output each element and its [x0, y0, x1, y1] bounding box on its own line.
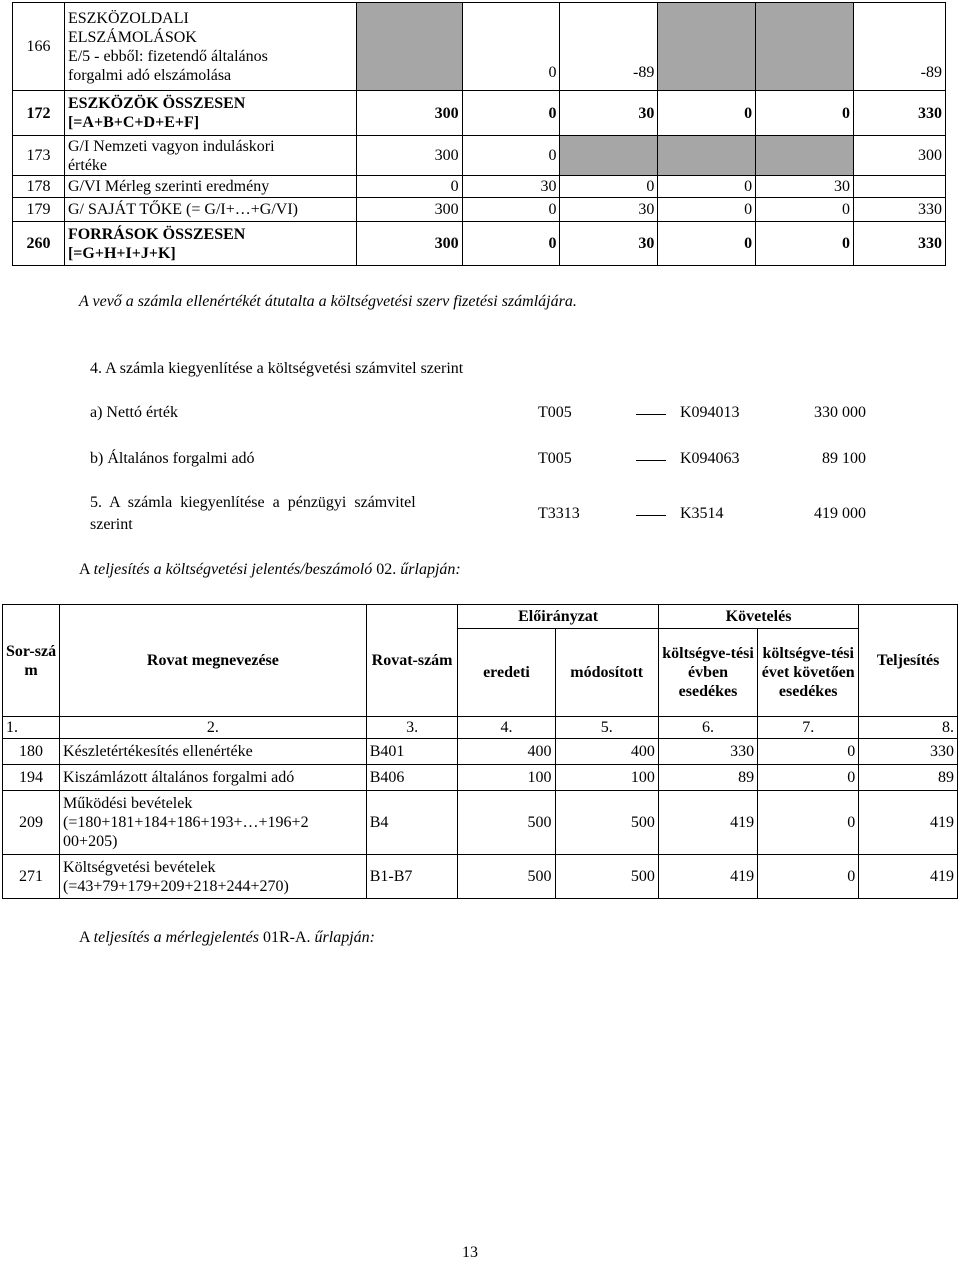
amount: 330 000	[814, 404, 866, 421]
row-number: 260	[13, 222, 65, 266]
value-cell: 30	[560, 91, 658, 136]
row-name: Készletértékesítés ellenértéke	[60, 739, 367, 765]
value-cell: 300	[356, 222, 462, 266]
value-cell	[854, 176, 946, 198]
value-cell: 330	[854, 91, 946, 136]
value-cell: 0	[756, 91, 854, 136]
shaded-cell	[756, 3, 854, 91]
row-name: G/ SAJÁT TŐKE (= G/I+…+G/VI)	[64, 198, 356, 222]
credit-account: K094013	[680, 404, 740, 421]
value-cell: 30	[462, 176, 560, 198]
row-name: G/VI Mérleg szerinti eredmény	[64, 176, 356, 198]
row-name	[64, 222, 356, 266]
row-name-line: [=G+H+I+J+K]	[67, 244, 176, 262]
note-text: űrlapján:	[314, 929, 375, 946]
row-name-line: forgalmi adó elszámolása	[67, 66, 232, 84]
row-name-line: [=A+B+C+D+E+F]	[67, 114, 200, 131]
rovat-code: B406	[366, 765, 458, 791]
header-sorszam: Sor-szám	[3, 605, 60, 717]
value-cell: 0	[658, 198, 756, 222]
column-number: 7.	[758, 717, 859, 739]
value-cell: 0	[462, 91, 560, 136]
header-row	[3, 605, 958, 629]
amount: 419 000	[814, 505, 866, 522]
row-number: 178	[13, 176, 65, 198]
step5-label-line: 5. A számla kiegyenlítése a pénzügyi számvitel	[90, 494, 416, 511]
table-row	[3, 791, 958, 855]
table-row	[13, 222, 946, 266]
step4-line-label: a) Nettó érték	[90, 404, 178, 421]
value-cell: -89	[854, 3, 946, 91]
row-name	[64, 3, 356, 91]
value-cell: 0	[462, 3, 560, 91]
value-cell: 500	[458, 855, 555, 899]
header-rovat-name: Rovat megnevezése	[60, 605, 367, 717]
value-cell: -89	[560, 3, 658, 91]
row-number: 172	[13, 91, 65, 136]
row-number: 209	[3, 791, 60, 855]
header-kov-evben: költségve-tési évben esedékes	[658, 629, 757, 717]
value-cell: 330	[658, 739, 757, 765]
row-name-line: E/5 - ebből: fizetendő általános	[67, 47, 268, 65]
value-cell: 300	[356, 136, 462, 176]
column-number: 6.	[658, 717, 757, 739]
value-cell: 330	[859, 739, 958, 765]
value-cell: 400	[458, 739, 555, 765]
value-cell: 0	[462, 222, 560, 266]
value-cell: 0	[658, 176, 756, 198]
value-cell: 330	[854, 222, 946, 266]
shaded-cell	[658, 3, 756, 91]
note-text: 01R-A.	[262, 929, 315, 946]
credit-account: K094063	[680, 450, 740, 467]
row-name-line: értéke	[67, 156, 108, 174]
row-number: 173	[13, 136, 65, 176]
rovat-code: B4	[366, 791, 458, 855]
table-row	[13, 176, 946, 198]
value-cell: 0	[560, 176, 658, 198]
value-cell: 300	[356, 91, 462, 136]
header-rovat-szam: Rovat-szám	[366, 605, 458, 717]
value-cell: 500	[555, 791, 658, 855]
value-cell: 30	[560, 198, 658, 222]
rovat-code: B401	[366, 739, 458, 765]
row-number: 271	[3, 855, 60, 899]
value-cell: 300	[854, 136, 946, 176]
dash-divider	[636, 515, 666, 516]
table-row	[13, 136, 946, 176]
note-balance-report	[79, 929, 375, 947]
row-name-line: ELSZÁMOLÁSOK	[67, 28, 197, 46]
table-row	[3, 739, 958, 765]
row-number: 166	[13, 3, 65, 91]
value-cell: 419	[859, 791, 958, 855]
value-cell: 0	[758, 739, 859, 765]
page-number: 13	[462, 1244, 478, 1261]
value-cell: 419	[658, 791, 757, 855]
shaded-cell	[756, 136, 854, 176]
shaded-cell	[658, 136, 756, 176]
value-cell: 0	[462, 198, 560, 222]
row-name-line: G/I Nemzeti vagyon induláskori	[67, 137, 275, 155]
amount: 89 100	[822, 450, 866, 467]
debit-account: T3313	[538, 505, 580, 522]
dash-divider	[636, 460, 666, 461]
value-cell: 89	[859, 765, 958, 791]
column-number: 5.	[555, 717, 658, 739]
note-transfer: A vevő a számla ellenértékét átutalta a költségvetési szerv fizetési számlájára.	[79, 293, 577, 310]
value-cell: 30	[560, 222, 658, 266]
table-row	[13, 91, 946, 136]
column-number: 3.	[366, 717, 458, 739]
note-text: űrlapján:	[400, 561, 461, 578]
column-number: 8.	[859, 717, 958, 739]
value-cell: 500	[555, 855, 658, 899]
value-cell: 0	[758, 855, 859, 899]
step4-line-label: b) Általános forgalmi adó	[90, 450, 255, 467]
row-number: 179	[13, 198, 65, 222]
step4-heading: 4. A számla kiegyenlítése a költségvetési számvitel szerint	[90, 360, 464, 377]
value-cell: 0	[756, 222, 854, 266]
row-name: Költségvetési bevételek (=43+79+179+209+218+244+270)	[60, 855, 367, 899]
value-cell: 330	[854, 198, 946, 222]
value-cell: 500	[458, 791, 555, 855]
header-teljesites: Teljesítés	[859, 605, 958, 717]
row-number: 180	[3, 739, 60, 765]
header-eredeti: eredeti	[458, 629, 555, 717]
value-cell: 400	[555, 739, 658, 765]
note-text: teljesítés a mérlegjelentés	[93, 929, 263, 946]
note-text: teljesítés a költségvetési jelentés/beszámoló	[93, 561, 377, 578]
row-number: 194	[3, 765, 60, 791]
value-cell: 0	[356, 176, 462, 198]
header-eloiranyzat: Előirányzat	[458, 605, 658, 629]
column-number: 4.	[458, 717, 555, 739]
value-cell: 100	[555, 765, 658, 791]
column-number: 2.	[60, 717, 367, 739]
debit-account: T005	[538, 450, 572, 467]
value-cell: 0	[658, 222, 756, 266]
note-budget-report	[79, 561, 461, 579]
value-cell: 0	[758, 791, 859, 855]
step5-label-line: szerint	[90, 516, 133, 533]
row-name-line: ESZKÖZOLDALI	[67, 9, 189, 27]
value-cell: 100	[458, 765, 555, 791]
value-cell: 0	[756, 198, 854, 222]
row-name: Működési bevételek (=180+181+184+186+193+…+196+2 00+205)	[60, 791, 367, 855]
credit-account: K3514	[680, 505, 724, 522]
value-cell: 89	[658, 765, 757, 791]
value-cell: 30	[756, 176, 854, 198]
header-kov-evet: költségve-tési évet követően esedékes	[758, 629, 859, 717]
table-row	[3, 765, 958, 791]
value-cell: 419	[658, 855, 757, 899]
table-row	[13, 198, 946, 222]
shaded-cell	[356, 3, 462, 91]
value-cell: 300	[356, 198, 462, 222]
row-name	[64, 136, 356, 176]
header-modositott: módosított	[555, 629, 658, 717]
row-name: Kiszámlázott általános forgalmi adó	[60, 765, 367, 791]
column-number-row	[3, 717, 958, 739]
report-table	[2, 604, 958, 899]
debit-account: T005	[538, 404, 572, 421]
shaded-cell	[560, 136, 658, 176]
column-number: 1.	[3, 717, 60, 739]
balance-table	[12, 2, 946, 266]
value-cell: 0	[758, 765, 859, 791]
value-cell: 0	[462, 136, 560, 176]
note-text: A	[79, 929, 94, 946]
note-text: A	[79, 561, 94, 578]
row-name-line: FORRÁSOK ÖSSZESEN	[67, 225, 246, 243]
value-cell: 419	[859, 855, 958, 899]
header-koveteles: Követelés	[658, 605, 858, 629]
value-cell: 0	[658, 91, 756, 136]
table-row	[13, 3, 946, 91]
dash-divider	[636, 414, 666, 415]
row-name-line: ESZKÖZÖK ÖSSZESEN	[67, 95, 246, 112]
row-name	[64, 91, 356, 136]
note-text: 02.	[376, 561, 401, 578]
rovat-code: B1-B7	[366, 855, 458, 899]
table-row	[3, 855, 958, 899]
